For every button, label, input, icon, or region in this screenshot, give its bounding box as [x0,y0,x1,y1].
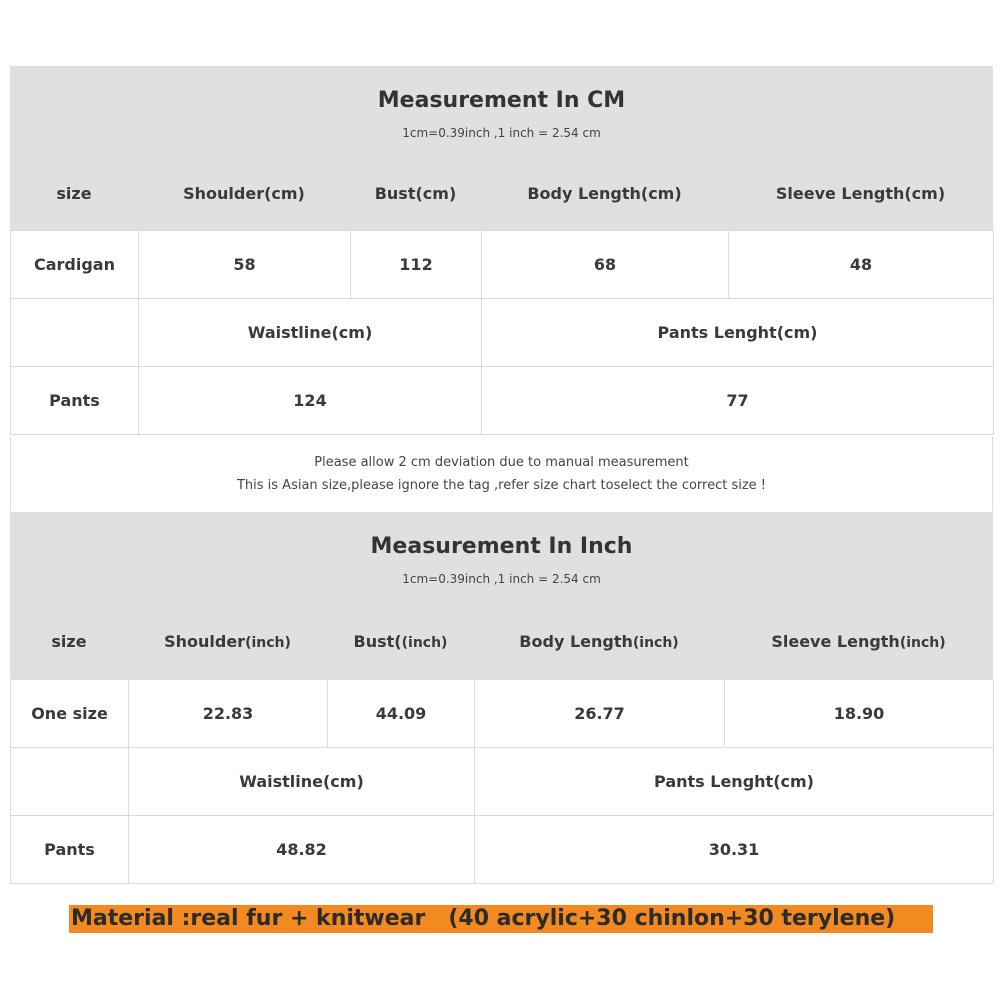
col-header-body-length: Body Length(inch) [519,632,679,651]
inch-subtitle: 1cm=0.39inch ,1 inch = 2.54 cm [402,572,601,586]
onesize-bust-value: 44.09 [328,680,475,748]
table-row [11,299,994,367]
pants-waistline-value: 48.82 [129,816,475,884]
col-header-size: size [51,632,87,651]
row-label-pants: Pants [11,816,129,884]
table-row [11,748,994,816]
cardigan-sleeve-length-value: 48 [729,231,994,299]
col-header-shoulder: Shoulder(inch) [164,632,291,651]
pants-waistline-value: 124 [139,367,482,435]
onesize-sleeve-length-value: 18.90 [725,680,994,748]
inch-column-headers [10,622,993,662]
table-row [11,816,994,884]
table-row [11,680,994,748]
col-header-bust: Bust(cm) [374,184,457,203]
cm-column-headers [10,174,993,214]
inch-table [10,679,994,884]
col-header-shoulder: Shoulder(cm) [183,184,305,203]
col-header-body-length: Body Length(cm) [527,184,682,203]
pants-waistline-header: Waistline(cm) [139,299,482,367]
col-header-sleeve-length: Sleeve Length(cm) [775,184,946,203]
row-label-one-size: One size [11,680,129,748]
pants-length-header: Pants Lenght(cm) [475,748,994,816]
cm-table [10,230,994,435]
col-header-sleeve-length: Sleeve Length(inch) [771,632,946,651]
material-banner: Material :real fur + knitwear (40 acrylic+30 chinlon+30 terylene) [69,905,933,933]
pants-waistline-header: Waistline(cm) [129,748,475,816]
inch-header-band [10,512,993,679]
cm-header-band [10,66,993,230]
col-header-bust: Bust((inch) [353,632,448,651]
onesize-shoulder-value: 22.83 [129,680,328,748]
size-chart-cm [10,66,993,435]
cardigan-bust-value: 112 [351,231,482,299]
cardigan-shoulder-value: 58 [139,231,351,299]
empty-cell [11,748,129,816]
pants-length-value: 30.31 [475,816,994,884]
note-line-2: This is Asian size,please ignore the tag ,refer size chart toselect the correct size ! [236,478,767,493]
cm-subtitle: 1cm=0.39inch ,1 inch = 2.54 cm [402,126,601,140]
pants-length-header: Pants Lenght(cm) [482,299,994,367]
col-header-size: size [56,184,92,203]
onesize-body-length-value: 26.77 [475,680,725,748]
row-label-pants: Pants [11,367,139,435]
empty-cell [11,299,139,367]
inch-title: Measurement In Inch [370,534,633,559]
table-row [11,367,994,435]
size-chart-inch [10,512,993,884]
cm-title: Measurement In CM [377,88,626,113]
cardigan-body-length-value: 68 [482,231,729,299]
row-label-cardigan: Cardigan [11,231,139,299]
note-line-1: Please allow 2 cm deviation due to manual measurement [314,455,689,470]
table-row [11,231,994,299]
pants-length-value: 77 [482,367,994,435]
measurement-note [10,437,993,511]
